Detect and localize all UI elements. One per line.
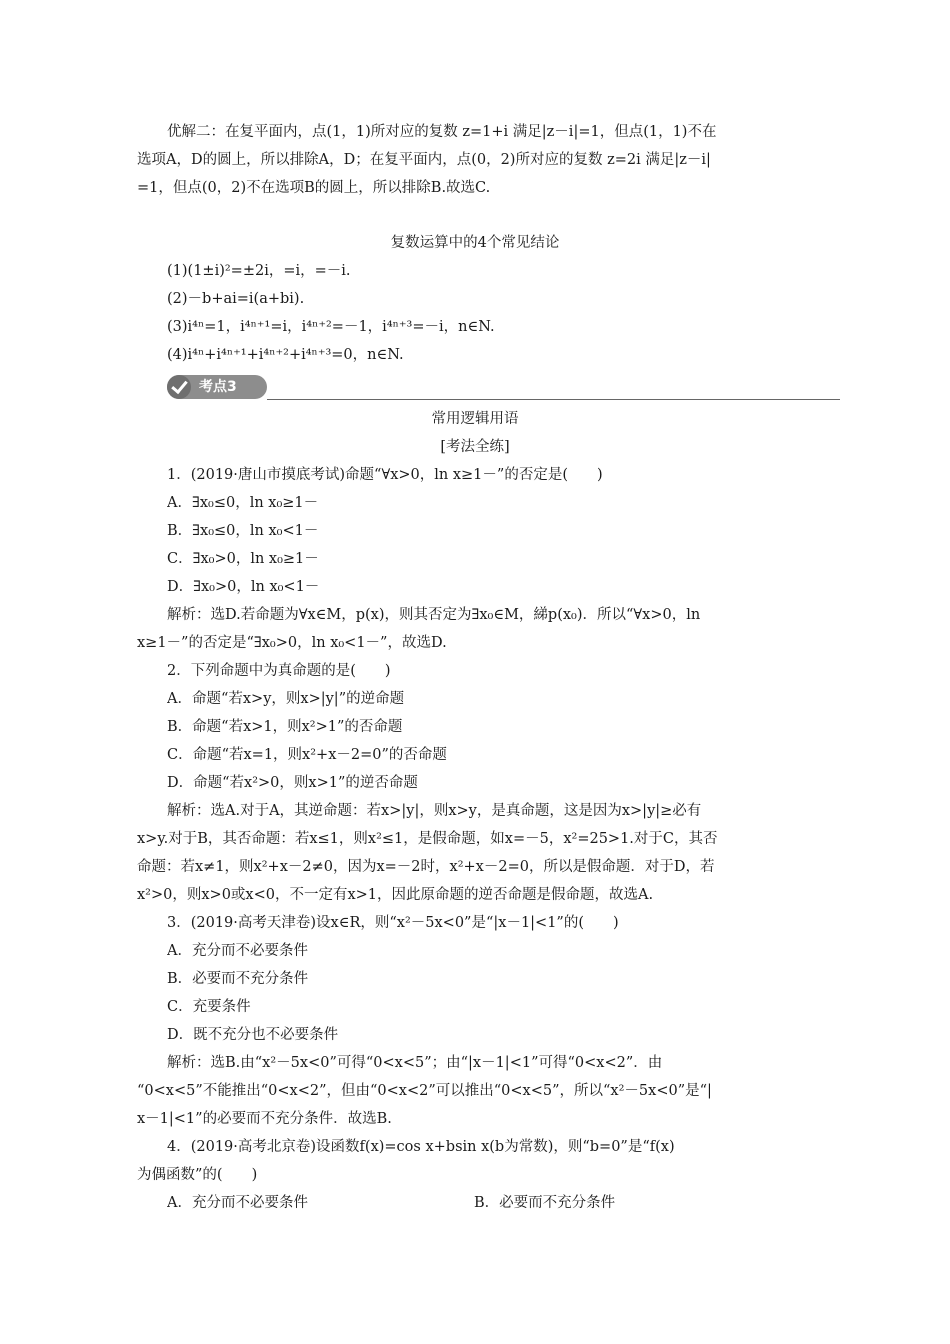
q3-solution-3: x－1|<1”的必要而不充分条件．故选B. (137, 1111, 392, 1127)
q2-solution-2: x>y.对于B，其否命题：若x≤1，则x²≤1，是假命题，如x=－5，x²=25>1.对于C，其否 (137, 831, 718, 847)
section-subtitle: [考法全练] (440, 439, 510, 455)
q2-stem: 2．下列命题中为真命题的是( ) (167, 663, 391, 679)
conclusions-title: 复数运算中的4个常见结论 (390, 235, 560, 251)
intro-line-1: 优解二：在复平面内，点(1，1)所对应的复数 z=1+i 满足|z－i|=1，但点(1，1)不在 (167, 124, 717, 140)
q1-option-c: C．∃x₀>0，ln x₀≥1－ (167, 551, 319, 567)
q1-solution-1: 解析：选D.若命题为∀x∈M，p(x)，则其否定为∃x₀∈M，綈p(x₀)．所以“∀x>0，ln (167, 607, 701, 623)
intro-line-3: =1，但点(0，2)不在选项B的圆上，所以排除B.故选C. (137, 180, 491, 196)
q2-solution-1: 解析：选A.对于A，其逆命题：若x>|y|，则x>y，是真命题，这是因为x>|y|≥必有 (167, 803, 702, 819)
section-badge (167, 375, 847, 401)
conclusion-item-4: (4)i⁴ⁿ+i⁴ⁿ⁺¹+i⁴ⁿ⁺²+i⁴ⁿ⁺³=0，n∈N. (167, 347, 404, 363)
badge-label: 考点3 (199, 379, 237, 395)
q3-option-a: A．充分而不必要条件 (167, 943, 308, 959)
q4-stem-2: 为偶函数”的( ) (137, 1167, 258, 1183)
q2-option-a: A．命题“若x>y，则x>|y|”的逆命题 (167, 691, 405, 707)
q1-option-d: D．∃x₀>0，ln x₀<1－ (167, 579, 320, 595)
q1-option-a: A．∃x₀≤0，ln x₀≥1－ (167, 495, 319, 511)
q4-option-a: A．充分而不必要条件 (167, 1195, 308, 1211)
q4-option-b: B．必要而不充分条件 (474, 1195, 616, 1211)
divider (267, 399, 840, 400)
q2-option-b: B．命题“若x>1，则x²>1”的否命题 (167, 719, 403, 735)
q2-option-d: D．命题“若x²>0，则x>1”的逆否命题 (167, 775, 418, 791)
conclusion-item-1: (1)(1±i)²=±2i，=i，=－i. (167, 263, 351, 279)
q3-option-b: B．必要而不充分条件 (167, 971, 309, 987)
q2-solution-3: 命题：若x≠1，则x²+x－2≠0，因为x=－2时，x²+x－2=0，所以是假命题．对于D，若 (137, 859, 715, 875)
q2-option-c: C．命题“若x=1，则x²+x－2=0”的否命题 (167, 747, 447, 763)
section-title: 常用逻辑用语 (431, 411, 519, 427)
intro-line-2: 选项A，D的圆上，所以排除A，D；在复平面内，点(0，2)所对应的复数 z=2i 满足|z－i| (137, 152, 711, 168)
q1-stem: 1．(2019·唐山市摸底考试)命题“∀x>0，ln x≥1－”的否定是( ) (167, 467, 603, 483)
q3-option-d: D．既不充分也不必要条件 (167, 1027, 339, 1043)
q1-solution-2: x≥1－”的否定是“∃x₀>0，ln x₀<1－”，故选D. (137, 635, 447, 651)
check-icon (167, 375, 191, 399)
q2-solution-4: x²>0，则x>0或x<0，不一定有x>1，因此原命题的逆否命题是假命题，故选A. (137, 887, 654, 903)
q1-option-b: B．∃x₀≤0，ln x₀<1－ (167, 523, 319, 539)
conclusion-item-3: (3)i⁴ⁿ=1，i⁴ⁿ⁺¹=i，i⁴ⁿ⁺²=－1，i⁴ⁿ⁺³=－i，n∈N. (167, 319, 495, 335)
q3-solution-2: “0<x<5”不能推出“0<x<2”，但由“0<x<2”可以推出“0<x<5”，所以“x²－5x<0”是“| (137, 1083, 712, 1099)
q3-solution-1: 解析：选B.由“x²－5x<0”可得“0<x<5”；由“|x－1|<1”可得“0<x<2”．由 (167, 1055, 663, 1071)
q3-option-c: C．充要条件 (167, 999, 251, 1015)
q3-stem: 3．(2019·高考天津卷)设x∈R，则“x²－5x<0”是“|x－1|<1”的( ) (167, 915, 619, 931)
q4-stem-1: 4．(2019·高考北京卷)设函数f(x)=cos x+bsin x(b为常数)，则“b=0”是“f(x) (167, 1139, 675, 1155)
conclusion-item-2: (2)－b+ai=i(a+bi). (167, 291, 305, 307)
